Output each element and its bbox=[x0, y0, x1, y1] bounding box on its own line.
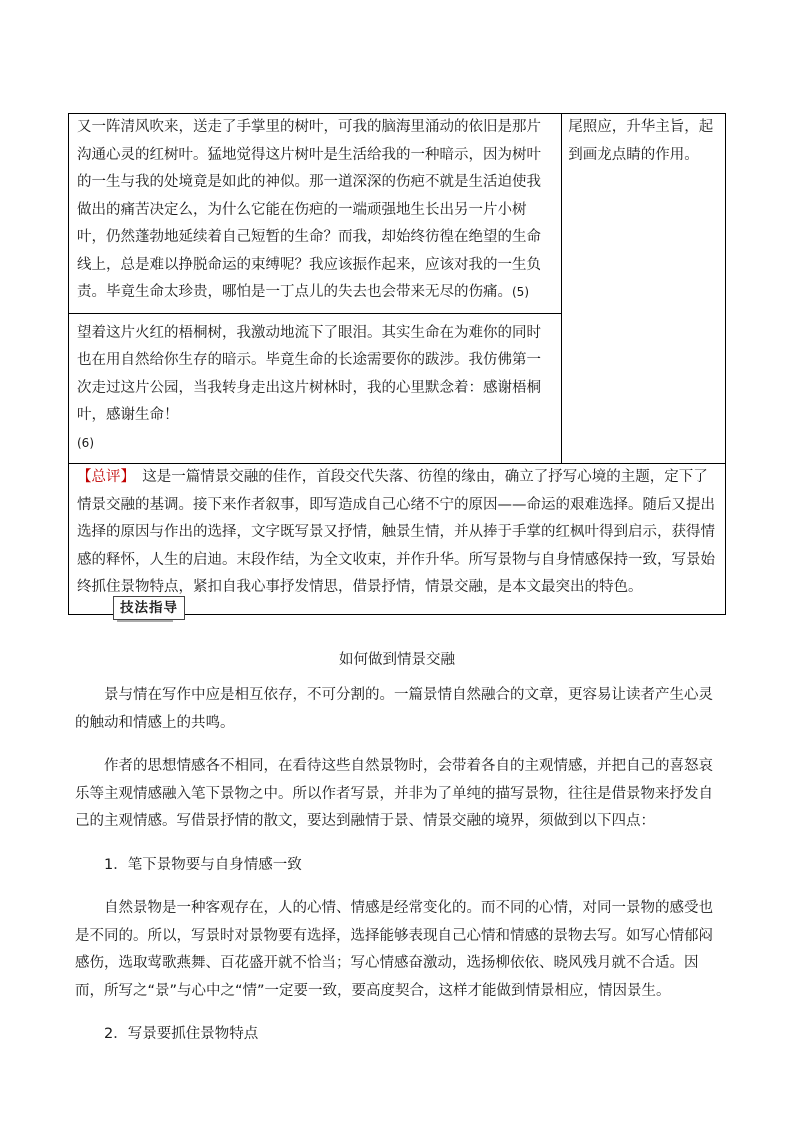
review-cell bbox=[69, 464, 726, 615]
point-heading-1: 1．笔下景物要与自身情感一致 bbox=[104, 856, 302, 873]
body-paragraph: 自然景物是一种客观存在，人的心情、情感是经常变化的。而不同的心情，对同一景物的感受也是不同的。所以，写景时对景物要有选择，选择能够表现自己心情和情感的景物去写。如写心情郁闷感伤，选取莺歌燕舞、百花盛开就不恰当；写心情感奋激动，选扬柳依依、晓风残月就不合适。因而，所写之“景”与心中之“情”一定要一致，要高度契合，这样才能做到情景相应，情因景生。 bbox=[75, 900, 713, 999]
essay-paragraph-5 bbox=[69, 114, 561, 307]
body-paragraph: 作者的思想情感各不相同，在看待这些自然景物时，会带着各自的主观情感，并把自己的喜怒哀乐等主观情感融入笔下景物之中。所以作者写景，并非为了单纯的描写景物，往往是借景物来抒发自己的主观情感。写借景抒情的散文，要达到融情于景、情景交融的境界，须做到以下四点： bbox=[75, 758, 713, 829]
review-tag: 【总评】 bbox=[77, 469, 128, 485]
review-paragraph bbox=[69, 464, 725, 614]
essay-text-6: 望着这片火红的梧桐树，我激动地流下了眼泪。其实生命在为难你的同时也在用自然给你生存的暗示。毕竟生命的长途需要你的跋涉。我仿佛第一次走过这片公园，当我转身走出这片树林时，我的心里默念着：感谢梧桐叶，感谢生命！ bbox=[77, 324, 541, 423]
comment-text: 尾照应，升华主旨，起到画龙点睛的作用。 bbox=[568, 119, 714, 163]
article-body bbox=[75, 682, 720, 1065]
essay-text-5: 又一阵清风吹来，送走了手掌里的树叶，可我的脑海里涌动的依旧是那片沟通心灵的红树叶。猛地觉得这片树叶是生活给我的一种暗示，因为树叶的一生与我的处境竟是如此的神似。那一道深深的伤疤不就是生活迫使我做出的痛苦决定么，为什么它能在伤疤的一端顽强地生长出另一片小树叶，仍然蓬勃地延续着自己短暂的生命？而我，却始终彷徨在绝望的生命线上，总是难以挣脱命运的束缚呢？我应该振作起来，应该对我的一生负责。毕竟生命太珍贵，哪怕是一丁点儿的失去也会带来无尽的伤痛。 bbox=[77, 119, 541, 300]
comment-cell bbox=[562, 114, 726, 464]
section-badge: 技法指导 bbox=[113, 596, 185, 620]
table-row bbox=[69, 114, 726, 464]
table-row bbox=[69, 464, 726, 615]
paragraph-number: (6) bbox=[77, 435, 94, 450]
review-text: 这是一篇情景交融的佳作，首段交代失落、彷徨的缘由，确立了抒写心境的主题，定下了情景交融的基调。接下来作者叙事，即写造成自己心绪不宁的原因——命运的艰难选择。随后又提出选择的原因与作出的选择，文字既写景又抒情，触景生情，并从捧于手掌的红枫叶得到启示，获得情感的释怀，人生的启迪。末段作结，为全文收束，并作升华。所写景物与自身情感保持一致，写景始终抓住景物特点，紧扣自我心事抒发情思，借景抒情，情景交融，是本文最突出的特色。 bbox=[77, 469, 715, 595]
essay-cell bbox=[69, 114, 562, 464]
body-paragraph: 景与情在写作中应是相互依存，不可分割的。一篇景情自然融合的文章，更容易让读者产生心灵的触动和情感上的共鸣。 bbox=[75, 687, 713, 731]
point-heading-2: 2．写景要抓住景物特点 bbox=[104, 1026, 259, 1042]
essay-paragraph-6 bbox=[69, 314, 561, 464]
section-title: 如何做到情景交融 bbox=[339, 652, 455, 668]
analysis-table bbox=[68, 113, 726, 615]
paragraph-number: (5) bbox=[512, 285, 529, 299]
